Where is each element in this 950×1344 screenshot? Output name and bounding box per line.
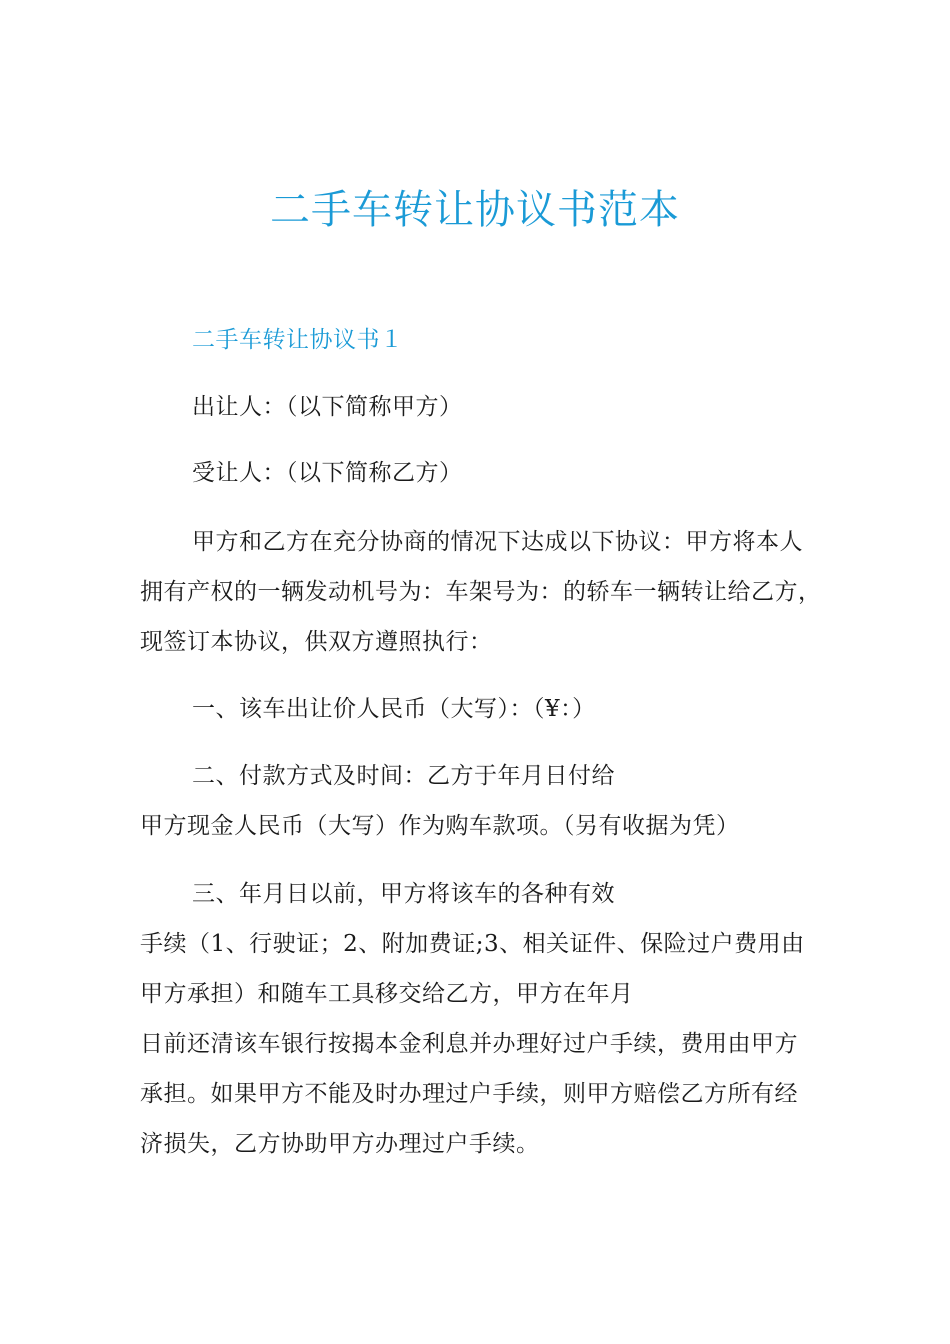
clause-3-line: 日前还清该车银行按揭本金利息并办理好过户手续，费用由甲方 (140, 1031, 798, 1057)
party-b-line: 受让人：（以下简称乙方） (192, 460, 463, 486)
party-a-line: 出让人：（以下简称甲方） (192, 394, 463, 420)
agreement-paragraph-line: 现签订本协议，供双方遵照执行： (140, 629, 493, 655)
clause-1-line: 一、该车出让价人民币（大写）：（¥：） (192, 696, 596, 722)
clause-3-line: 甲方承担）和随车工具移交给乙方，甲方在年月 (140, 981, 634, 1007)
clause-3-line: 济损失，乙方协助甲方办理过户手续。 (140, 1131, 540, 1157)
agreement-paragraph-line: 甲方和乙方在充分协商的情况下达成以下协议：甲方将本人 (192, 529, 803, 555)
clause-3-line: 承担。如果甲方不能及时办理过户手续，则甲方赔偿乙方所有经 (140, 1081, 798, 1107)
clause-3-line: 手续（1、行驶证；2、附加费证;3、相关证件、保险过户费用由 (140, 931, 805, 957)
document-title: 二手车转让协议书范本 (270, 187, 680, 233)
agreement-paragraph-line: 拥有产权的一辆发动机号为：车架号为：的轿车一辆转让给乙方， (140, 579, 822, 605)
clause-2-line: 甲方现金人民币（大写）作为购车款项。（另有收据为凭） (140, 813, 740, 839)
section-heading: 二手车转让协议书１ (192, 327, 404, 353)
clause-2-line: 二、付款方式及时间：乙方于年月日付给 (192, 763, 615, 789)
clause-3-line: 三、年月日以前，甲方将该车的各种有效 (192, 881, 615, 907)
